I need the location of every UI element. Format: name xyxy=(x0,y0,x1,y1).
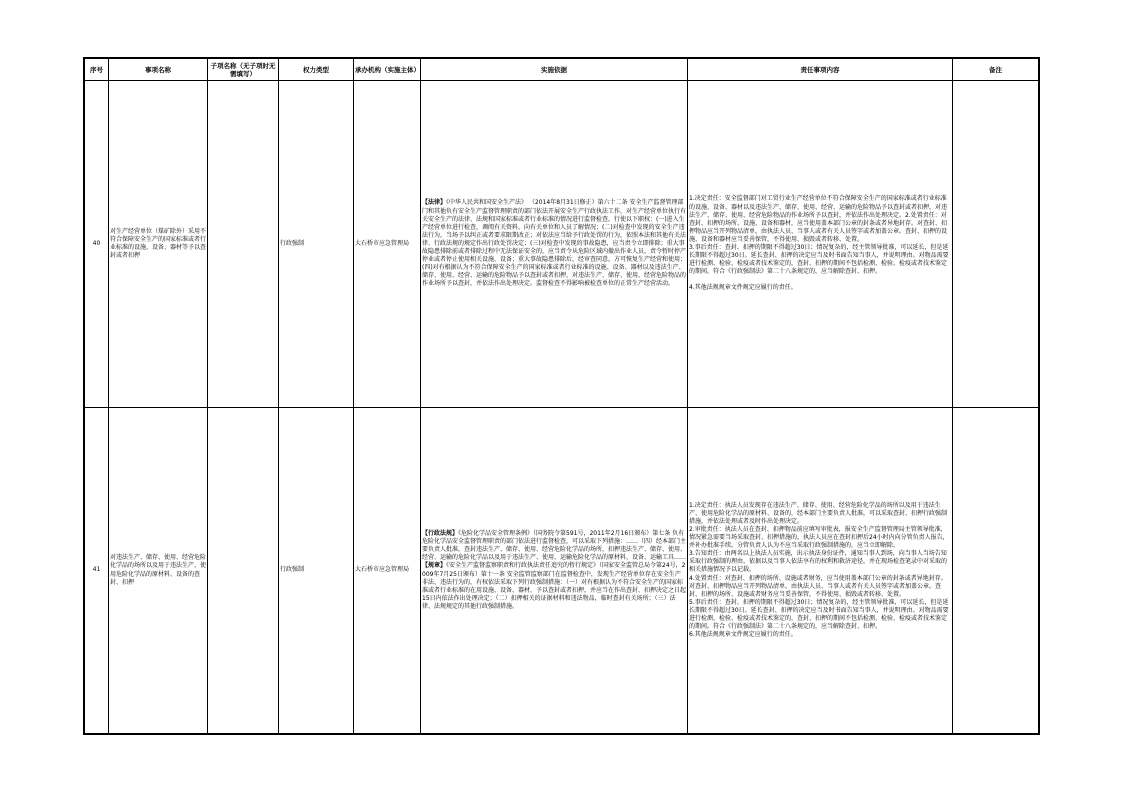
row-org: 大石桥市应急管理局 xyxy=(354,81,421,408)
row-type: 行政强制 xyxy=(279,408,354,734)
row-note xyxy=(953,81,1039,408)
header-row xyxy=(85,59,1039,81)
basis-rule-text: 《安全生产监督监察职责和行政执法责任追究的暂行规定》（国家安全监管总局令第24号，2009年7月25日颁布）第十一条 安全监管监察部门在监督检查中，发现生产经营单位存在安全生产非法、违法行为的，有权依法采取下列行政强制措施：（一）对有根据认为不符合安全生产的国家标准或者行业标准的在用设施、设备、器材，予以查封或者扣押，并应当在作出查封、扣押决定之日起15日内依法作出处理决定；（二）扣押相关的证据材料和违法物品，临时查封有关场所；（三）法律、法规规定的其他行政强制措施。 xyxy=(422,562,687,610)
row-basis xyxy=(421,408,688,734)
header-name: 事项名称 xyxy=(109,59,208,81)
header-resp: 责任事项内容 xyxy=(688,59,953,81)
resp-item: 4.其他法规规章文件规定应履行的责任。 xyxy=(689,284,797,292)
basis-rule-tag: 【规章】 xyxy=(422,562,447,570)
resp-item: 6.其他法规规章文件规定应履行的责任。 xyxy=(689,631,797,639)
row-no: 41 xyxy=(85,408,109,734)
row-sub xyxy=(208,408,279,734)
header-sub: 子项名称（无子项时无需填写） xyxy=(208,59,279,81)
row-type: 行政强制 xyxy=(279,81,354,408)
row-no: 40 xyxy=(85,81,109,408)
header-org: 承办机构（实施主体） xyxy=(354,59,421,81)
table-row xyxy=(85,81,1039,408)
resp-item: 4.处置责任：对查封、扣押的场所、设施或者财务，应当使用盖本部门公章的封条或者异地封存。对查封、扣押物品应当开列物品清单，由执法人员、当事人或者有关人员签字或者加盖公章。查封、扣押的场所、设施或者财务应当妥善保管，不得使用、损毁或者转移、处置。 xyxy=(689,574,947,598)
resp-item: 2.审批责任：执法人员在查封、扣押物品前应填写审批表，报安全生产监督管理局主管领导批准，情况紧急需要当场采取查封、扣押措施的，执法人员应在查封扣押后24小时内向分管负责人报告，并补办批准手续。分管负责人认为不应当采取行政强制措施的，应当立即解除。 xyxy=(689,525,949,550)
resp-item: 1.决定责任：安全监督部门对工贸行业生产经营单位不符合保障安全生产的国家标准或者行业标准的设施、设备、器材以及违法生产、储存、使用、经营、运输的危险物品予以查封或者扣押，对违法生产、储存、使用、经营危险物品的作业场所予以查封，并依法作出处理决定。2.处置责任：对查封、扣押的场所、设施、设备和器材，应当使用盖本部门公章的封条或者异地封存。对查封、扣押物品应当开列物品清单，由执法人员、当事人或者有关人员签字或者加盖公章。查封、扣押的设施、设备和器材应当妥善保管，不得使用、损毁或者转移、处置。 xyxy=(689,195,948,243)
resp-item: 5.事后责任：查封、扣押的期限不得超过30日；情况复杂的，经主管领导批准，可以延长，但是延长期限不得超过30日。延长查封、扣押的决定应当及时书面告知当事人，并说明理由。对物品需要进行检测、检验、检疫或者技术鉴定的，查封、扣押的期间不包括检测、检验、检疫或者技术鉴定的期间。符合《行政强制法》第二十八条规定的，应当解除查封、扣押。 xyxy=(689,598,949,631)
resp-item: 1.决定责任：执法人员发现存在违法生产、储存、使用、经营危险化学品的场所以及用于违法生产、使用危险化学品的原材料、设备的，经本部门主要负责人批准，可以采取查封、扣押行政强制措施，并依法处理或者及时作出处理决定。 xyxy=(689,501,948,525)
table-row xyxy=(85,408,1039,734)
basis-law-tag: 【法律】 xyxy=(422,199,447,207)
header-no: 序号 xyxy=(85,59,109,81)
row-basis xyxy=(421,81,688,408)
row-org: 大石桥市应急管理局 xyxy=(354,408,421,734)
header-note: 备注 xyxy=(953,59,1039,81)
header-type: 权力类型 xyxy=(279,59,354,81)
basis-law-text: 《中华人民共和国安全生产法》 （2014年8月31日修正）第六十二条 安全生产监督管理部门和其他负有安全生产监督管理职责的部门依法开展安全生产行政执法工作，对生产经营单位执行有关安全生产的法律、法规和国家标准或者行业标准的情况进行监督检查，行使以下职权：(一)进入生产经营单位进行检查，调阅有关资料，向有关单位和人员了解情况；(二)对检查中发现的安全生产违法行为，当场予以纠正或者要求限期改正；对依法应当给予行政处罚的行为，依照本法和其他有关法律、行政法规的规定作出行政处罚决定；(三)对检查中发现的事故隐患，应当责令立即排除；重大事故隐患排除前或者排除过程中无法保证安全的，应当责令从危险区域内撤出作业人员，责令暂时停产停业或者停止使用相关设施、设备；重大事故隐患排除后，经审查同意，方可恢复生产经营和使用；(四)对有根据认为不符合保障安全生产的国家标准或者行业标准的设施、设备、器材以及违法生产、储存、使用、经营、运输的危险物品予以查封或者扣押，对违法生产、储存、使用、经营危险物品的作业场所予以查封，并依法作出处理决定。监督检查不得影响被检查单位的正常生产经营活动。 xyxy=(422,199,687,288)
header-basis: 实施依据 xyxy=(421,59,688,81)
responsibility-table xyxy=(84,58,1039,734)
row-name: 对违法生产、储存、使用、经营危险化学品的场所以及用于违法生产、使用危险化学品的原材料、设备的查封、扣押 xyxy=(109,408,208,734)
row-name: 对生产经营单位（煤矿除外）采用不符合保障安全生产的国家标准或者行业标准的设施、设备、器材等予以查封或者扣押 xyxy=(109,81,208,408)
row-note xyxy=(953,408,1039,734)
row-responsibility xyxy=(688,408,953,734)
basis-regulation-text: 《危险化学品安全管理条例》（国务院令第591号，2011年2月16日颁布）第七条 负有危险化学品安全监督管理职责的部门依法进行监督检查，可以采取下列措施：……（四）经本部门主要负责人批准，查封违法生产、储存、使用、经营危险化学品的场所，扣押违法生产、储存、使用、经营、运输的危险化学品以及用于违法生产、使用、运输危险化学品的原材料、设备、运输工具…… xyxy=(422,530,687,562)
row-sub xyxy=(208,81,279,408)
basis-regulation-tag: 【行政法规】 xyxy=(422,530,459,538)
resp-item: 3.事后责任：查封、扣押的期限不得超过30日；情况复杂的，经主管领导批准，可以延长，但是延长期限不得超过30日。延长查封、扣押的决定应当及时书面告知当事人，并说明理由。对物品需要进行检测、检验、检疫或者技术鉴定的，查封、扣押的期间不包括检测、检验、检疫或者技术鉴定的期间。符合《行政强制法》第二十八条规定的，应当解除查封、扣押。 xyxy=(689,244,949,276)
resp-item: 3.告知责任：由两名以上执法人员实施，出示执法身份证件，通知当事人到场，向当事人当场告知采取行政强制的理由、依据以及当事人依法享有的权利和救济途径，并在现场检查笔录中对采取的相关措施情况予以记载。 xyxy=(689,550,948,574)
row-responsibility xyxy=(688,81,953,408)
